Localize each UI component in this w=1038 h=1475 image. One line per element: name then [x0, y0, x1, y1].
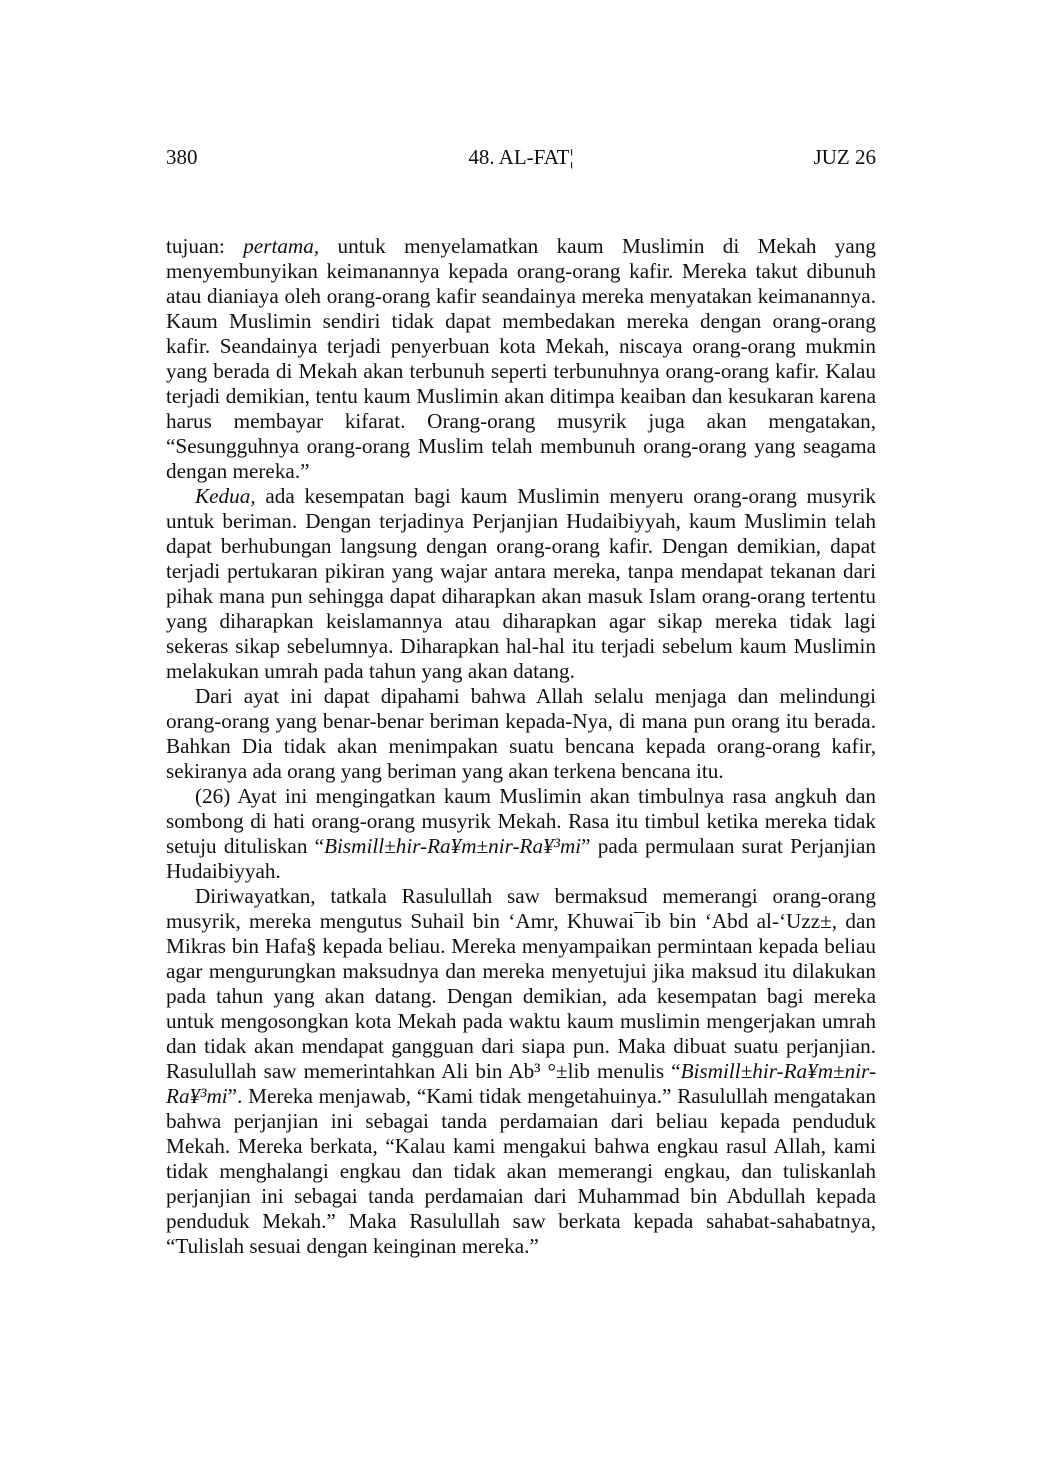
- paragraph-5: [166, 884, 876, 1259]
- paragraph-1-text-rest: untuk menyelamatkan kaum Muslimin di Mekah yang menyembunyikan keimanannya kepada orang-orang kafir. Mereka takut dibunuh atau dianiaya oleh orang-orang kafir seandainya mereka menyatakan keimanannya. Kaum Muslimin sendiri tidak dapat membedakan mereka dengan orang-orang kafir. Seandainya terjadi penyerbuan kota Mekah, niscaya orang-orang mukmin yang berada di Mekah akan terbunuh seperti terbunuhnya orang-orang kafir. Kalau terjadi demikian, tentu kaum Muslimin akan ditimpa keaiban dan kesukaran karena harus membayar kifarat. Orang-orang musyrik juga akan mengatakan, “Sesungguhnya orang-orang Muslim telah membunuh orang-orang yang seagama dengan mereka.”: [166, 234, 876, 483]
- paragraph-4-basmala: Bismill±hir-Ra¥m±nir-Ra¥³mi: [324, 834, 582, 858]
- juz-label: JUZ 26: [813, 145, 876, 169]
- page-body: [166, 234, 876, 1259]
- paragraph-1-emphasis: pertama,: [243, 234, 320, 258]
- paragraph-1-text-start: tujuan:: [166, 234, 244, 258]
- paragraph-4: [166, 784, 876, 884]
- chapter-title: 48. AL-FAT¦: [468, 145, 574, 169]
- paragraph-2-emphasis: Kedua,: [195, 484, 256, 508]
- paragraph-5-basmala: Bismill±hir-Ra¥m±nir-Ra¥³mi: [166, 1059, 876, 1108]
- paragraph-2-text: ada kesempatan bagi kaum Muslimin menyeru orang-orang musyrik untuk beriman. Dengan terjadinya Perjanjian Hudaibiyyah, kaum Muslimin telah dapat berhubungan langsung dengan orang-orang kafir. Dengan demikian, dapat terjadi pertukaran pikiran yang wajar antara mereka, tanpa mendapat tekanan dari pihak mana pun sehingga dapat diharapkan akan masuk Islam orang-orang tertentu yang diharapkan keislamannya atau diharapkan agar sikap mereka tidak lagi sekeras sikap sebelumnya. Diharapkan hal-hal itu terjadi sebelum kaum Muslimin melakukan umrah pada tahun yang akan datang.: [166, 484, 876, 683]
- paragraph-3: [166, 684, 876, 784]
- paragraph-3-text: Dari ayat ini dapat dipahami bahwa Allah selalu menjaga dan melindungi orang-orang yang benar-benar beriman kepada-Nya, di mana pun orang itu berada. Bahkan Dia tidak akan menimpakan suatu bencana kepada orang-orang kafir, sekiranya ada orang yang beriman yang akan terkena bencana itu.: [166, 684, 876, 783]
- paragraph-4-text-end: ” pada permulaan surat Perjanjian Hudaibiyyah.: [166, 834, 876, 883]
- page-number: 380: [166, 145, 198, 169]
- page-header: [166, 143, 876, 171]
- paragraph-4-text-start: (26) Ayat ini mengingatkan kaum Muslimin akan timbulnya rasa angkuh dan sombong di hati orang-orang musyrik Mekah. Rasa itu timbul ketika mereka tidak setuju dituliskan “: [166, 784, 876, 858]
- paragraph-5-text-end: ”. Mereka menjawab, “Kami tidak mengetahuinya.” Rasulullah mengatakan bahwa perjanjian ini sebagai tanda perdamaian dari beliau kepada penduduk Mekah. Mereka berkata, “Kalau kami mengakui bahwa engkau rasul Allah, kami tidak menghalangi engkau dan tidak akan memerangi engkau, dan tuliskanlah perjanjian ini sebagai tanda perdamaian dari Muhammad bin Abdullah kepada penduduk Mekah.” Maka Rasulullah saw berkata kepada sahabat-sahabatnya, “Tulislah sesuai dengan keinginan mereka.”: [166, 1084, 876, 1258]
- paragraph-2: [166, 484, 876, 684]
- paragraph-5-text-start: Diriwayatkan, tatkala Rasulullah saw bermaksud memerangi orang-orang musyrik, mereka mengutus Suhail bin ‘Amr, Khuwai¯ib bin ‘Abd al-‘Uzz±, dan Mikras bin Hafa§ kepada beliau. Mereka menyampaikan permintaan kepada beliau agar mengurungkan maksudnya dan mereka menyetujui jika maksud itu dilakukan pada tahun yang akan datang. Dengan demikian, ada kesempatan bagi mereka untuk mengosongkan kota Mekah pada waktu kaum muslimin mengerjakan umrah dan tidak akan mendapat gangguan dari siapa pun. Maka dibuat suatu perjanjian. Rasulullah saw memerintahkan Ali bin Ab³ °±lib menulis “: [166, 884, 876, 1083]
- paragraph-1: [166, 234, 876, 484]
